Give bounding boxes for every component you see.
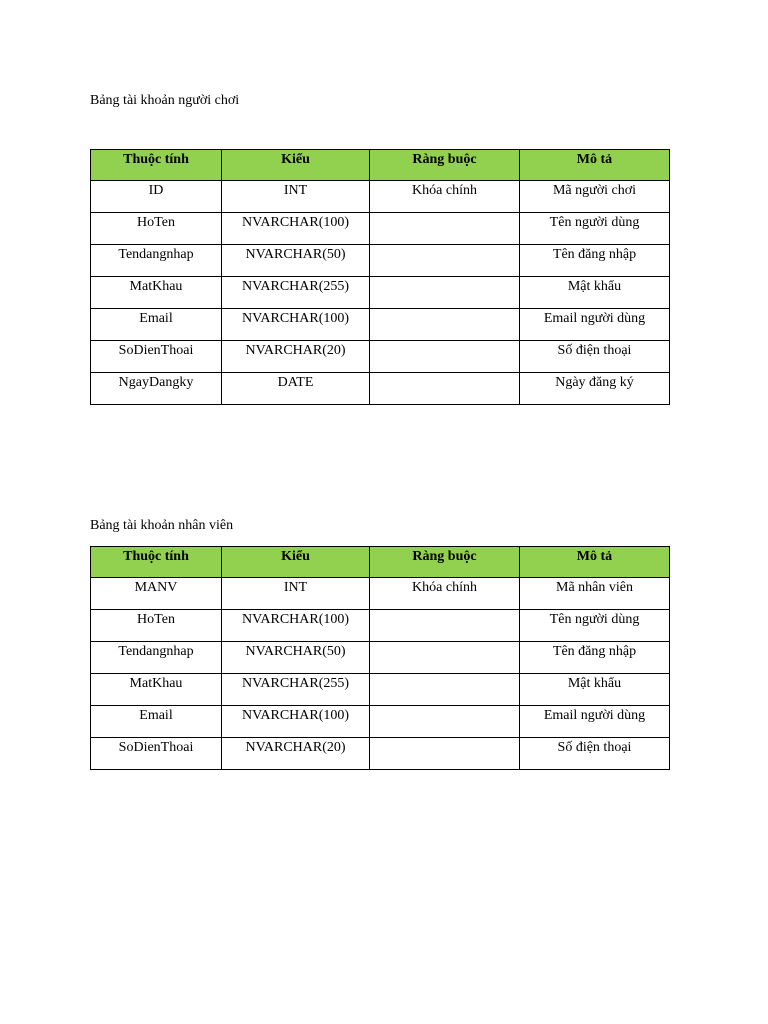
cell-type: NVARCHAR(50): [222, 642, 370, 674]
cell-description: Tên người dùng: [520, 610, 670, 642]
cell-description: Tên người dùng: [520, 213, 670, 245]
cell-type: INT: [222, 578, 370, 610]
player-accounts-table-caption: Bảng tài khoản người chơi: [90, 93, 240, 108]
cell-constraint: Khóa chính: [370, 181, 520, 213]
table-row: [91, 738, 670, 770]
cell-type: NVARCHAR(50): [222, 245, 370, 277]
cell-attribute: MatKhau: [91, 674, 222, 706]
cell-constraint: [370, 277, 520, 309]
table-header-row: [91, 547, 670, 578]
cell-description: Tên đăng nhập: [520, 245, 670, 277]
cell-constraint: [370, 642, 520, 674]
cell-type: NVARCHAR(20): [222, 738, 370, 770]
cell-attribute: Tendangnhap: [91, 245, 222, 277]
table-row: [91, 373, 670, 405]
table-row: [91, 642, 670, 674]
cell-description: Số điện thoại: [520, 738, 670, 770]
column-header-description: Mô tả: [520, 547, 670, 578]
cell-constraint: Khóa chính: [370, 578, 520, 610]
cell-description: Mã nhân viên: [520, 578, 670, 610]
staff-accounts-table: [90, 546, 670, 770]
column-header-constraint: Ràng buộc: [370, 547, 520, 578]
cell-attribute: NgayDangky: [91, 373, 222, 405]
column-header-type: Kiểu: [222, 150, 370, 181]
table-row: [91, 578, 670, 610]
cell-attribute: Email: [91, 706, 222, 738]
cell-type: NVARCHAR(100): [222, 706, 370, 738]
column-header-attribute: Thuộc tính: [91, 547, 222, 578]
cell-constraint: [370, 245, 520, 277]
cell-type: NVARCHAR(255): [222, 674, 370, 706]
table-row: [91, 213, 670, 245]
cell-constraint: [370, 213, 520, 245]
cell-type: NVARCHAR(100): [222, 610, 370, 642]
cell-type: NVARCHAR(255): [222, 277, 370, 309]
cell-attribute: ID: [91, 181, 222, 213]
cell-constraint: [370, 341, 520, 373]
cell-attribute: Tendangnhap: [91, 642, 222, 674]
cell-description: Ngày đăng ký: [520, 373, 670, 405]
cell-type: DATE: [222, 373, 370, 405]
column-header-type: Kiểu: [222, 547, 370, 578]
cell-constraint: [370, 610, 520, 642]
cell-constraint: [370, 706, 520, 738]
table-row: [91, 674, 670, 706]
cell-description: Mã người chơi: [520, 181, 670, 213]
table-row: [91, 706, 670, 738]
table-row: [91, 181, 670, 213]
cell-attribute: HoTen: [91, 213, 222, 245]
column-header-description: Mô tả: [520, 150, 670, 181]
cell-type: NVARCHAR(100): [222, 213, 370, 245]
player-accounts-table: [90, 149, 670, 405]
cell-description: Số điện thoại: [520, 341, 670, 373]
cell-attribute: SoDienThoai: [91, 341, 222, 373]
table-row: [91, 610, 670, 642]
table-row: [91, 341, 670, 373]
table-header-row: [91, 150, 670, 181]
cell-attribute: SoDienThoai: [91, 738, 222, 770]
cell-attribute: HoTen: [91, 610, 222, 642]
cell-description: Email người dùng: [520, 706, 670, 738]
cell-attribute: MatKhau: [91, 277, 222, 309]
table-row: [91, 309, 670, 341]
cell-description: Mật khẩu: [520, 277, 670, 309]
cell-description: Tên đăng nhập: [520, 642, 670, 674]
table-row: [91, 277, 670, 309]
cell-description: Mật khẩu: [520, 674, 670, 706]
table-row: [91, 245, 670, 277]
column-header-constraint: Ràng buộc: [370, 150, 520, 181]
cell-attribute: MANV: [91, 578, 222, 610]
cell-constraint: [370, 373, 520, 405]
cell-constraint: [370, 674, 520, 706]
cell-type: INT: [222, 181, 370, 213]
cell-type: NVARCHAR(20): [222, 341, 370, 373]
staff-accounts-table-caption: Bảng tài khoản nhân viên: [90, 518, 234, 533]
cell-constraint: [370, 309, 520, 341]
cell-constraint: [370, 738, 520, 770]
cell-attribute: Email: [91, 309, 222, 341]
cell-type: NVARCHAR(100): [222, 309, 370, 341]
column-header-attribute: Thuộc tính: [91, 150, 222, 181]
cell-description: Email người dùng: [520, 309, 670, 341]
